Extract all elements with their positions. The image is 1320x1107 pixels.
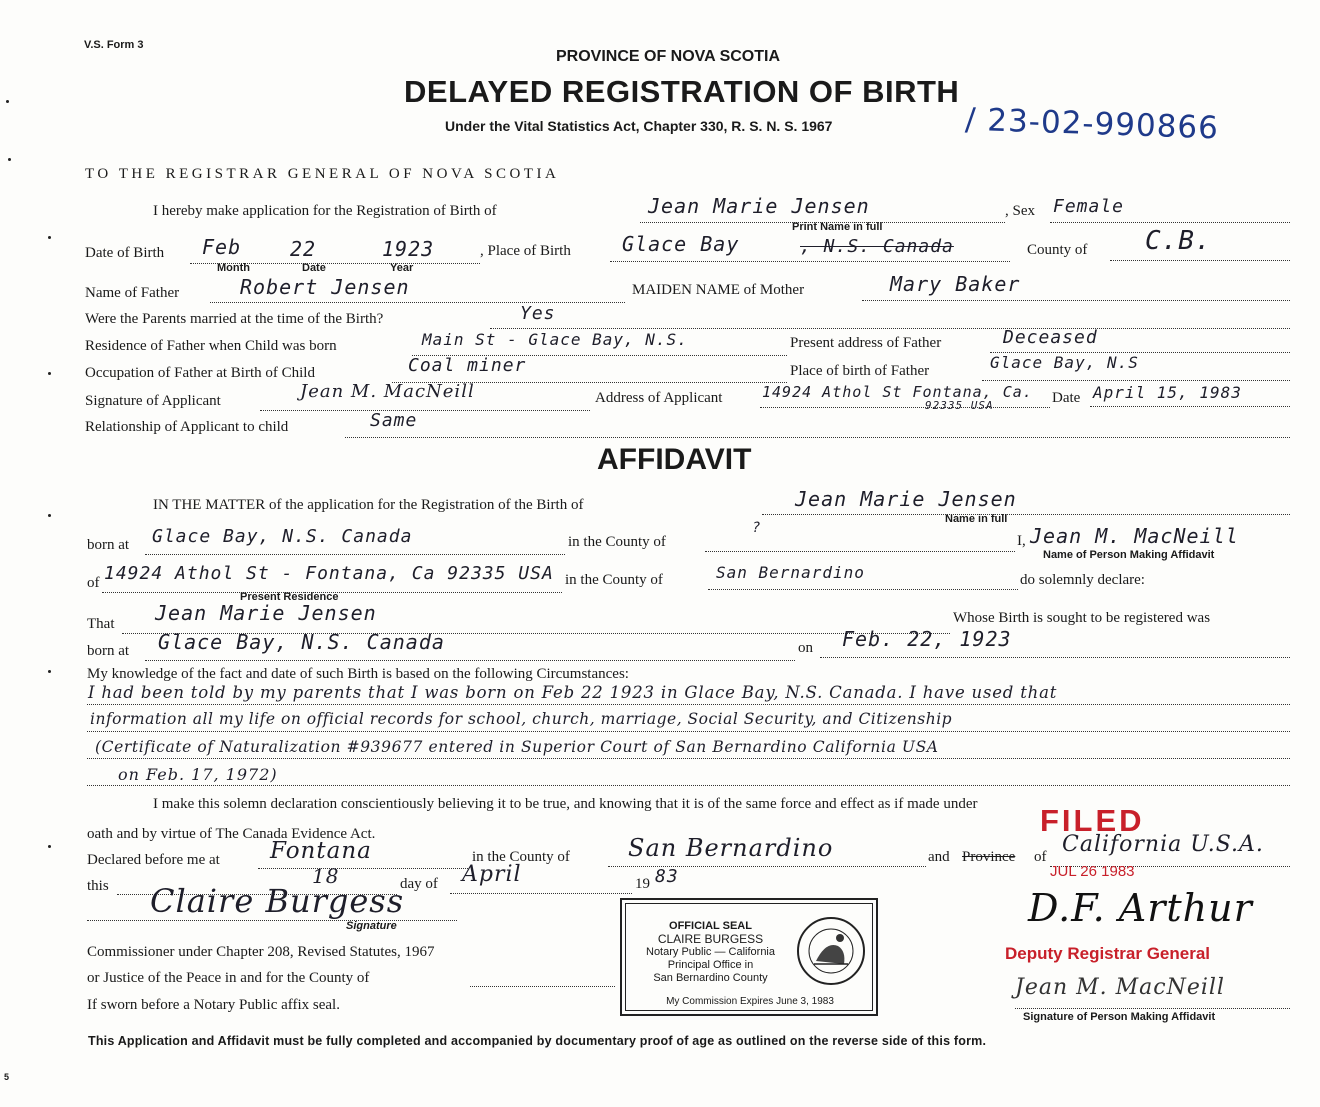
county2-value: San Bernardino [716,563,865,582]
county-label: County of [1027,242,1088,258]
married-label: Were the Parents married at the time of the Birth? [85,311,384,327]
this-label: this [87,878,109,894]
county2-label: in the County of [565,572,663,588]
year-note: Year [390,262,414,274]
declare-label: do solemnly declare: [1020,572,1145,588]
year-prefix: 19 [635,876,650,892]
knowledge-label: My knowledge of the fact and date of such Birth is based on the following Circumstances: [87,666,629,682]
residence-value: Main St - Glace Bay, N.S. [422,330,688,349]
circumstance-line-1: I had been told by my parents that I was born on Feb 22 1923 in Glace Bay, N.S. Canada. I have used that [88,683,1058,702]
born-at2-label: born at [87,643,130,659]
year-suffix: 83 [655,866,679,887]
applicant-addr-label: Address of Applicant [595,390,723,406]
dob-label: Date of Birth [85,245,165,261]
occupation-value: Coal miner [408,355,527,376]
day-value: 18 [312,864,340,888]
signature-note: Signature [346,920,397,932]
dob-day: 22 [290,237,317,261]
father-pob-label: Place of birth of Father [790,363,930,379]
occupation-label: Occupation of Father at Birth of Child [85,365,315,381]
intro-label: I hereby make application for the Registration of Birth of [153,203,497,219]
declared-at: Fontana [270,838,372,864]
california-seal-emblem [796,916,866,986]
married-value: Yes [520,303,556,324]
signature-label: Signature of Applicant [85,393,221,409]
affiant-signature: Jean M. MacNeill [1015,975,1225,1000]
that-name: Jean Marie Jensen [155,601,377,625]
month-note: Month [217,262,250,274]
province: PROVINCE OF NOVA SCOTIA [556,48,781,65]
seal-line-1: OFFICIAL SEAL [669,920,752,932]
applicant-addr-value-2: 92335 USA [925,399,994,412]
footer-note: This Application and Affidavit must be fully completed and accompanied by documentary proof of age as outlined on the reverse side of this form. [88,1034,987,1048]
deputy-registrar-stamp: Deputy Registrar General [1005,944,1211,963]
dob-year: 1923 [382,237,435,261]
mother-name: Mary Baker [890,272,1021,296]
affiant-note: Name of Person Making Affidavit [1043,549,1215,561]
month-value: April [462,862,522,887]
relationship-label: Relationship of Applicant to child [85,419,289,435]
day-of-label: day of [400,876,438,892]
county-value: C.B. [1145,226,1212,256]
commissioner-line-2: or Justice of the Peace in and for the County of [87,970,370,986]
applicant-signature: Jean M. MacNeill [300,381,475,402]
to-registrar: TO THE REGISTRAR GENERAL OF NOVA SCOTIA [85,166,560,182]
application-date: April 15, 1983 [1093,383,1242,402]
seal-commission: My Commission Expires June 3, 1983 [666,996,834,1007]
commissioner-signature: Claire Burgess [150,882,405,920]
filed-date: JUL 26 1983 [1050,863,1135,880]
county-value-2: ? [752,520,762,536]
born-at2-value: Glace Bay, N.S. Canada [158,630,445,654]
father-label: Name of Father [85,285,180,301]
date-label: Date [1052,390,1081,406]
margin-mark: 5 [4,1072,10,1082]
pob-label: , Place of Birth [480,243,571,259]
of-label: of [87,575,100,591]
solemn-line-1: I make this solemn declaration conscientiously believing it to be true, and knowing that it is of the same force and effect as if made under [153,796,978,812]
whose-birth-label: Whose Birth is sought to be registered was [953,610,1211,626]
solemn-line-2: oath and by virtue of The Canada Evidence Act. [87,826,376,842]
date-note: Date [302,262,326,274]
present-residence-note: Present Residence [240,591,339,603]
circumstance-line-3: (Certificate of Naturalization #939677 entered in Superior Court of San Bernardino California USA [95,738,939,756]
of-label-2: of [1034,849,1047,865]
seal-text [628,920,793,985]
of-address: 14924 Athol St - Fontana, Ca 92335 USA [104,563,554,584]
circumstance-line-2: information all my life on official records for school, church, marriage, Social Security, and Citizenship [90,710,953,728]
commissioner-line-3: If sworn before a Notary Public affix seal. [87,997,340,1013]
act-subtitle: Under the Vital Statistics Act, Chapter 330, R. S. N. S. 1967 [445,118,833,134]
commissioner-line-1: Commissioner under Chapter 208, Revised Statutes, 1967 [87,944,435,960]
province-struck: Province [962,849,1016,865]
county3-value: San Bernardino [628,834,834,862]
pob-struck: , N.S. Canada [800,236,954,257]
mother-label: MAIDEN NAME of Mother [632,282,805,298]
name-in-full-note: Name in full [945,513,1008,525]
registration-number: / 23-02-990866 [964,101,1220,147]
present-addr-value: Deceased [1003,327,1098,348]
affiant-name: Jean M. MacNeill [1030,524,1239,548]
print-name-note: Print Name in full [792,221,883,233]
on-date: Feb. 22, 1923 [842,627,1012,651]
matter-label: IN THE MATTER of the application for the Registration of the Birth of [153,497,584,513]
applicant-addr-value: 14924 Athol St Fontana, Ca. [762,383,1033,401]
seal-line-5: San Bernardino County [653,972,768,984]
sex-label: , Sex [1005,203,1035,219]
father-name: Robert Jensen [240,275,410,299]
child-name: Jean Marie Jensen [648,194,870,218]
i-label: I, [1017,533,1026,549]
seal-line-2: CLAIRE BURGESS [657,932,764,946]
that-label: That [87,616,115,632]
present-addr-label: Present address of Father [790,335,942,351]
declared-label: Declared before me at [87,852,220,868]
residence-label: Residence of Father when Child was born [85,338,337,354]
pob-value: Glace Bay [622,232,740,256]
circumstance-line-4: on Feb. 17, 1972) [118,765,278,784]
born-at-label: born at [87,537,130,553]
and-label: and [928,849,950,865]
affiant-signature-note: Signature of Person Making Affidavit [1023,1011,1216,1023]
state-value: California U.S.A. [1062,832,1264,857]
seal-line-4: Principal Office in [667,959,754,971]
matter-name: Jean Marie Jensen [795,487,1017,511]
sex-value: Female [1053,196,1125,217]
page-title: DELAYED REGISTRATION OF BIRTH [404,74,960,109]
father-pob-value: Glace Bay, N.S [990,353,1139,372]
form-id: V.S. Form 3 [84,39,144,51]
affidavit-heading: AFFIDAVIT [597,443,752,476]
county-label-2: in the County of [568,534,666,550]
on-label: on [798,640,813,656]
county3-label: in the County of [472,849,570,865]
relationship-value: Same [370,410,418,431]
filed-stamp: FILED [1040,803,1145,838]
registrar-signature: D.F. Arthur [1028,886,1253,930]
dob-month: Feb [202,235,242,259]
seal-line-3: Notary Public — California [646,946,775,958]
born-at-value: Glace Bay, N.S. Canada [152,526,413,547]
